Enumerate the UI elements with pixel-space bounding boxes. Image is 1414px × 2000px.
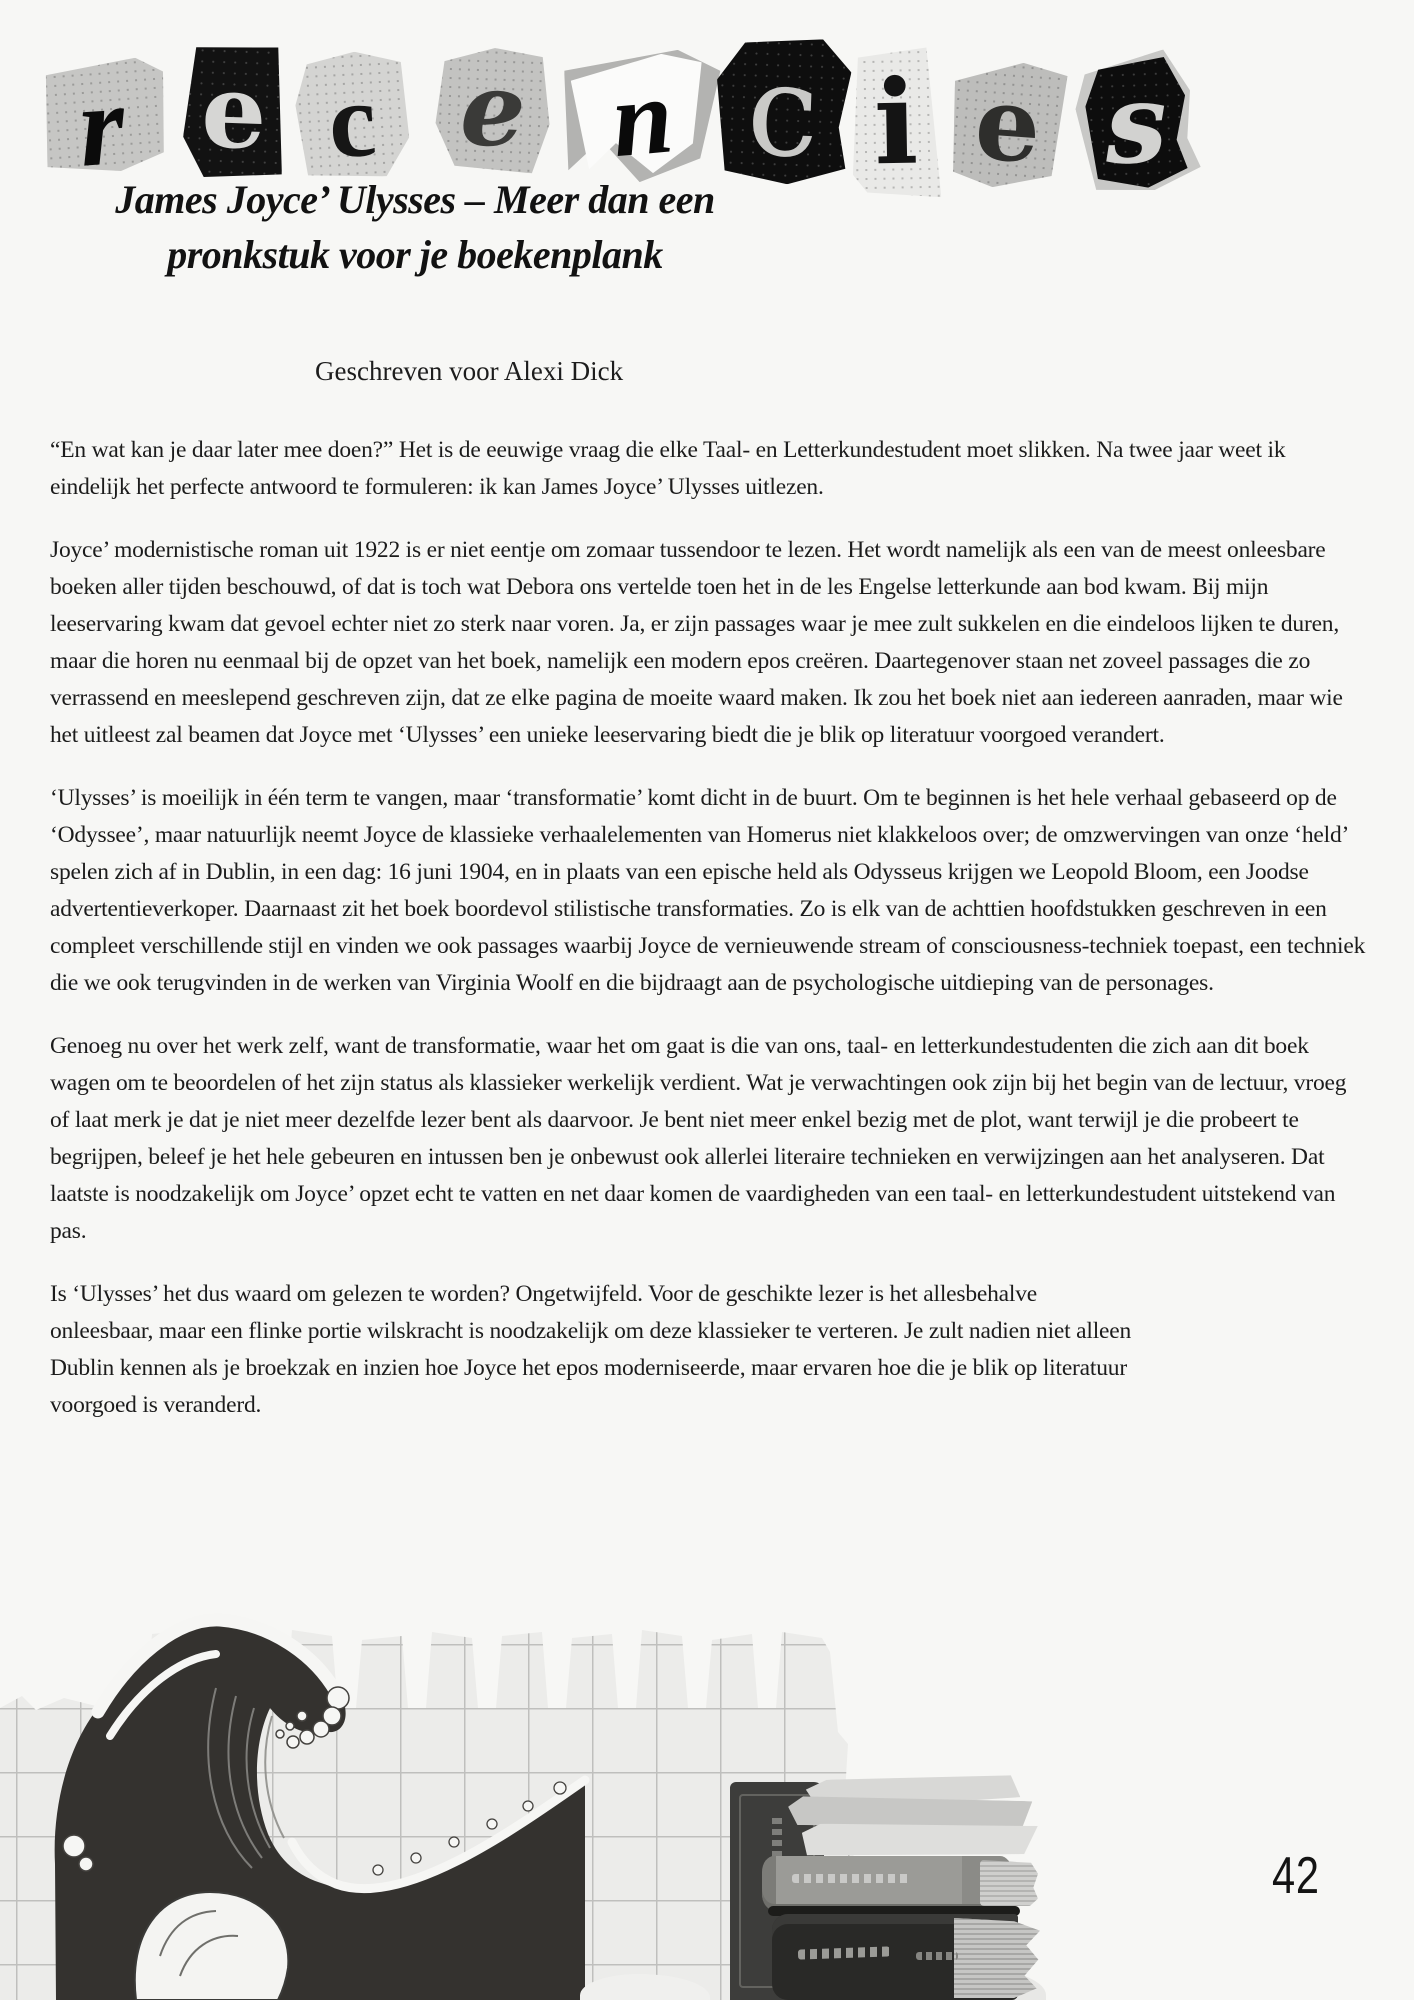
ransom-letter: s	[1102, 57, 1170, 189]
ransom-letter-tile	[851, 47, 942, 199]
ransom-letter-tile	[713, 36, 852, 187]
ransom-letter: e	[458, 48, 528, 172]
books-stack-illustration	[728, 1772, 1040, 2000]
horizontal-book	[762, 1856, 1012, 1910]
spine-lettering-mark	[792, 1874, 912, 1883]
article-paragraph-4: Genoeg nu over het werk zelf, want de transformatie, waar het om gaat is die van ons, taal- en letterkundestudenten die zich aan dit boek wagen om te beoordelen of het zijn status als klassieker werkelijk verdient. Wat je verwachtingen ook zijn bij het begin van de lectuur, vroeg of laat merk je dat je niet meer dezelfde lezer bent als daarvoor. Je bent niet meer enkel bezig met de plot, want terwijl je die probeert te begrijpen, beleef je het hele gebeuren en intussen ben je onbewust ook allerlei literaire technieken en verwijzingen aan het analyseren. Dat laatste is noodzakelijk om Joyce’ opzet echt te vatten en net daar komen de vaardigheden van een taal- en letterkundestudent uitstekend van pas.	[50, 1033, 1347, 1244]
ransom-letter-tile	[434, 46, 552, 174]
ransom-letter-tile	[40, 56, 170, 192]
ransom-letter-tile	[1084, 56, 1188, 189]
ransom-letter-tile	[182, 44, 287, 179]
ransom-letter: i	[872, 54, 920, 192]
article-paragraph-5: Is ‘Ulysses’ het dus waard om gelezen te worden? Ongetwijfeld. Voor de geschikte lezer is het allesbehalve onleesbaar, maar een flinke portie wilskracht is noodzakelijk om deze klassieker te verteren. Je zult nadien niet alleen Dublin kennen als je broekzak en inzien hoe Joyce het epos moderniseerde, maar ervaren hoe die je blik op literatuur voorgoed is veranderd.	[50, 1281, 1132, 1418]
article-title-line-1: James Joyce’ Ulysses – Meer dan een	[115, 177, 715, 222]
article-title	[0, 172, 830, 282]
book-page-edges	[980, 1860, 1038, 1906]
article-paragraph-1: “En wat kan je daar later mee doen?” Het is de eeuwige vraag die elke Taal- en Letterkundestudent moet slikken. Na twee jaar weet ik eindelijk het perfecte antwoord te formuleren: ik kan James Joyce’ Ulysses uitlezen.	[50, 437, 1286, 500]
ransom-letter: c	[744, 35, 822, 187]
article-body	[50, 432, 1370, 1450]
spine-lettering-mark	[916, 1952, 958, 1960]
ransom-letter-tile	[569, 50, 711, 179]
article-title-line-2: pronkstuk voor je boekenplank	[167, 232, 663, 277]
ransom-letter-tile	[948, 58, 1069, 192]
ransom-letter-tile	[293, 49, 411, 181]
ransom-letter: n	[607, 56, 678, 181]
ransom-letter: e	[199, 50, 269, 174]
ransom-letter: c	[325, 60, 379, 181]
article-paragraph-2: Joyce’ modernistische roman uit 1922 is er niet eentje om zomaar tussendoor te lezen. Het wordt namelijk als een van de meest onleesbare boeken aller tijden beschouwd, of dat is toch wat Debora ons vertelde toen het in de les Engelse letterkunde aan bod kwam. Bij mijn leeservaring kwam dat gevoel echter niet zo sterk naar voren. Ja, er zijn passages waar je mee zult sukkelen en die eindeloos lijken te duren, maar die horen nu eenmaal bij de opzet van het boek, namelijk een modern epos creëren. Daartegenover staan net zoveel passages die zo verrassend en meeslepend geschreven zijn, dat ze elke pagina de moeite waard maken. Ik zou het boek niet aan iedereen aanraden, maar wie het uitleest zal beamen dat Joyce met ‘Ulysses’ een unieke leeservaring biedt die je blik op literatuur voorgoed verandert.	[50, 537, 1343, 748]
page-number: 42	[1272, 1847, 1320, 1905]
ransom-letter: e	[971, 62, 1045, 188]
great-wave-illustration	[40, 1596, 600, 2000]
book-page-edges	[954, 1918, 1040, 1998]
article-paragraph-3: ‘Ulysses’ is moeilijk in één term te vangen, maar ‘transformatie’ komt dicht in de buurt. Om te beginnen is het hele verhaal gebaseerd op de ‘Odyssee’, maar natuurlijk neemt Joyce de klassieke verhaalelementen van Homerus niet klakkeloos over; de omzwervingen van onze ‘held’ spelen zich af in Dublin, in een dag: 16 juni 1904, en in plaats van een epische held als Odysseus krijgen we Leopold Bloom, een Joodse advertentieverkoper. Daarnaast zit het boek boordevol stilistische transformaties. Zo is elk van de achttien hoofdstukken geschreven in een compleet verschillende stijl en vinden we ook passages waarbij Joyce de vernieuwende stream of consciousness-techniek toepast, een techniek die we ook terugvinden in de werken van Virginia Woolf en die bijdraagt aan de psychologische uitdieping van de personages.	[50, 785, 1366, 996]
ransom-letter: r	[74, 60, 129, 192]
article-byline: Geschreven voor Alexi Dick	[315, 356, 624, 386]
